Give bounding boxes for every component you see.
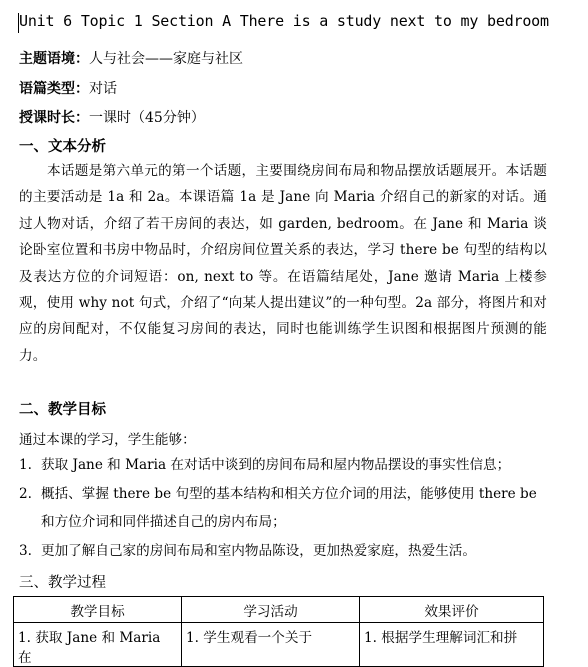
goal-text: 更加了解自己家的房间布局和室内物品陈设，更加热爱家庭，热爱生活。 — [41, 543, 476, 559]
type-value: 对话 — [89, 81, 117, 97]
theme-value: 人与社会——家庭与社区 — [89, 51, 243, 67]
duration-value: 一课时（45分钟） — [89, 110, 205, 126]
section-heading-process: 三、教学过程 — [19, 575, 106, 591]
analysis-paragraph: 本话题是第六单元的第一个话题，主要围绕房间布局和物品摆放话题展开。本话题的主要活动是 1a 和 2a。本课语篇 1a 是 Jane 向 Maria 介绍自己的新家的对话。通过人物对话，介绍了若干房间的表达，如 garden, bedroom。在 Jane 和 Maria 谈论卧室位置和书房中物品时，介绍房间位置关系的表达，学习 there be 句型的结构以及表达方位的介词短语：on, next to 等。在语篇结尾处，Jane 邀请 Maria 上楼参观，使用 why not 句式，介绍了“向某人提出建议”的一种句型。2a 部分，将图片和对应的房间配对，不仅能复习房间的表达，同时也能训练学生识图和根据图片预测的能力。 — [19, 163, 547, 364]
document-title: Unit 6 Topic 1 Section A There is a study next to my bedroom — [19, 12, 549, 30]
type-line — [19, 78, 117, 98]
table-cell: 1. 获取 Jane 和 Maria 在 — [14, 623, 182, 667]
goal-item — [19, 537, 544, 565]
table-header-row — [14, 597, 544, 623]
section-heading-analysis: 一、文本分析 — [19, 138, 106, 155]
theme-line — [19, 48, 243, 68]
table-cell: 1. 学生观看一个关于 — [182, 623, 360, 667]
theme-label: 主题语境： — [19, 51, 89, 67]
table-header-cell: 效果评价 — [360, 597, 544, 623]
type-label: 语篇类型： — [19, 81, 89, 97]
table-cell: 1. 根据学生理解词汇和拼 — [360, 623, 544, 667]
duration-label: 授课时长： — [19, 110, 89, 126]
table-row — [14, 623, 544, 667]
goal-number: 2. — [19, 486, 32, 502]
goals-intro: 通过本课的学习，学生能够： — [19, 432, 196, 448]
table-header-cell: 学习活动 — [182, 597, 360, 623]
goal-item — [19, 451, 544, 479]
table-header-cell: 教学目标 — [14, 597, 182, 623]
goal-item — [19, 480, 544, 536]
teaching-process-table — [13, 596, 544, 667]
duration-line — [19, 107, 205, 127]
goal-number: 1. — [19, 457, 32, 473]
section-heading-goals: 二、教学目标 — [19, 401, 106, 418]
goal-text: 获取 Jane 和 Maria 在对话中谈到的房间布局和屋内物品摆设的事实性信息； — [41, 457, 511, 473]
goal-text: 概括、掌握 there be 句型的基本结构和相关方位介词的用法，能够使用 there be 和方位介词和同伴描述自己的房内布局； — [41, 486, 537, 530]
goal-number: 3. — [19, 543, 32, 559]
